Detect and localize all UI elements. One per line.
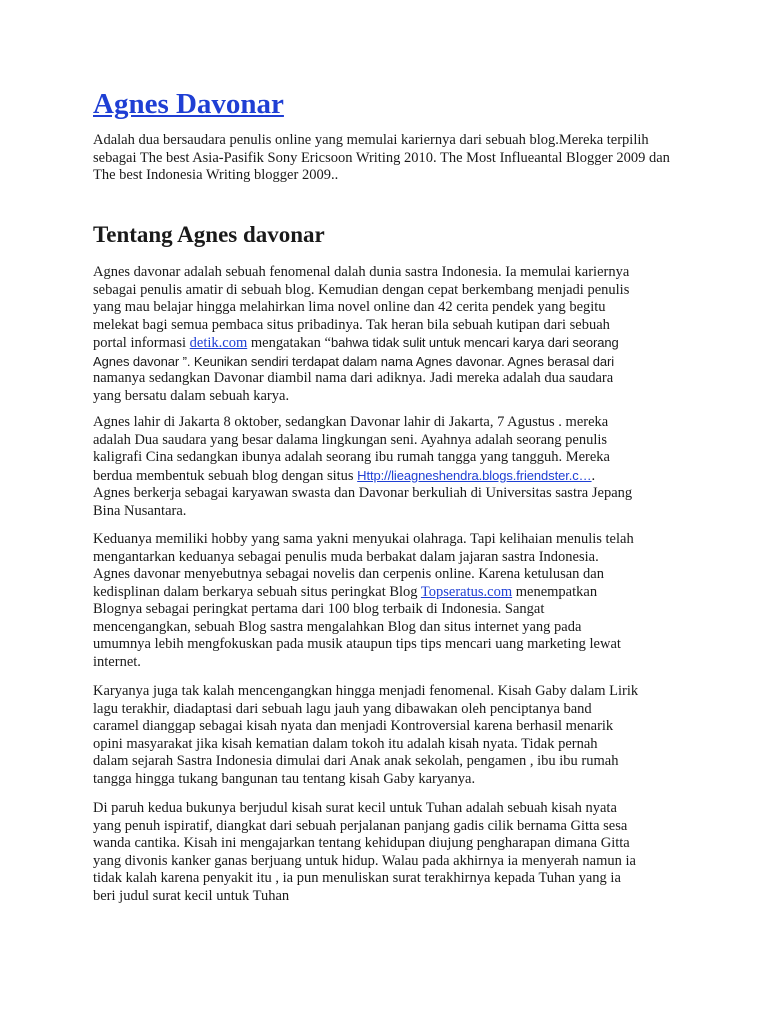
paragraph-line: umumnya lebih mengfokuskan pada musik ataupun tips tips mencari uang marketing lewat — [93, 636, 621, 652]
section-heading: Tentang Agnes davonar — [93, 222, 325, 247]
paragraph-line: internet. — [93, 653, 141, 670]
paragraph-line: Agnes davonar adalah sebuah fenomenal dalah dunia sastra Indonesia. Ia memulai kariernya — [93, 264, 630, 280]
paragraph-line: dalam sejarah Sastra Indonesia dimulai dari Anak anak sekolah, pengamen , ibu ibu rumah — [93, 753, 619, 769]
paragraph-line: caramel dianggap sebagai kisah nyata dan menjadi Kontroversial karena berhasil menarik — [93, 718, 614, 734]
text-segment: berdua membentuk sebuah blog dengan situs — [93, 467, 358, 484]
paragraph-line: opini masyarakat jika kisah kematian dalam tokoh itu adalah kisah nyata. Tidak pernah — [93, 735, 598, 752]
paragraph-line: melekat bagi semua pembaca situs pribadinya. Tak heran bila sebuah kutipan dari sebuah — [93, 316, 610, 333]
text-segment: mengatakan “ — [247, 335, 331, 351]
paragraph-5 — [93, 800, 693, 905]
paragraph-line: Agnes davonar menyebutnya sebagai novelis dan cerpenis online. Karena ketulusan dan — [93, 566, 604, 582]
paragraph-line: Agnes lahir di Jakarta 8 oktober, sedangkan Davonar lahir di Jakarta, 7 Agustus . mereka — [93, 414, 609, 430]
paragraph-line: mencengangkan, sebuah Blog sastra mengalahkan Blog dan situs internet yang pada — [93, 618, 582, 635]
paragraph-line: Bina Nusantara. — [93, 502, 187, 519]
paragraph-line: Di paruh kedua bukunya berjudul kisah surat kecil untuk Tuhan adalah sebuah kisah nyata — [93, 800, 617, 816]
intro-paragraph: Adalah dua bersaudara penulis online yang memulai kariernya dari sebuah blog.Mereka terpilih sebagai The best Asia-Pasifik Sony Ericsoon Writing 2010. The Most Influeantal Blogger 2009 dan The best Indonesia Writing blogger 2009.. — [93, 132, 670, 183]
title-link[interactable]: Agnes Davonar — [93, 88, 284, 120]
blog-link[interactable]: Http://lieagneshendra.blogs.friendster.c… — [357, 467, 592, 483]
paragraph-4 — [93, 683, 693, 788]
paragraph-line: Agnes berkerja sebagai karyawan swasta dan Davonar berkuliah di Universitas sastra Jepang — [93, 485, 633, 501]
paragraph-line: kaligrafi Cina sedangkan ibunya adalah seorang ibu rumah tangga yang tangguh. Mereka — [93, 449, 610, 465]
paragraph-line: Karyanya juga tak kalah mencengangkan hingga menjadi fenomenal. Kisah Gaby dalam Lirik — [93, 683, 639, 699]
paragraph-line — [93, 467, 693, 486]
paragraph-line: mengantarkan keduanya sebagai penulis muda berbakat dalam jajaran sastra Indonesia. — [93, 548, 599, 565]
text-segment: menempatkan — [512, 583, 598, 600]
paragraph-line: wanda cantika. Kisah ini mengajarkan tentang kehidupan diujung pengharapan dimana Gitta — [93, 835, 630, 851]
paragraph-line: yang divonis kanker ganas berjuang untuk hidup. Walau pada akhirnya ia menyerah namun ia — [93, 852, 636, 869]
paragraph-line — [93, 334, 693, 353]
text-segment: . — [591, 467, 596, 484]
page-title — [93, 86, 284, 122]
paragraph-line: yang penuh ispiratif, diangkat dari sebuah perjalanan panjang gadis cilik bernama Gitta sesa — [93, 817, 628, 834]
topseratus-link[interactable]: Topseratus.com — [420, 583, 513, 600]
paragraph-line: Keduanya memiliki hobby yang sama yakni menyukai olahraga. Tapi kelihaian menulis telah — [93, 531, 634, 547]
paragraph-line: yang bersatu dalam sebuah karya. — [93, 387, 290, 404]
paragraph-1 — [93, 264, 693, 405]
paragraph-line: adalah Dua saudara yang besar dalama lingkungan seni. Ayahnya adalah seorang penulis — [93, 431, 608, 448]
paragraph-line: namanya sedangkan Davonar diambil nama dari adiknya. Jadi mereka adalah dua saudara — [93, 370, 614, 386]
paragraph-line — [93, 584, 693, 602]
quote-segment: bahwa tidak sulit untuk mencari karya dari seorang — [331, 335, 619, 350]
paragraph-2 — [93, 414, 693, 520]
paragraph-line: beri judul surat kecil untuk Tuhan — [93, 887, 290, 904]
quote-line: Agnes davonar ”. Keunikan sendiri terdapat dalam nama Agnes davonar. Agnes berasal dari — [93, 353, 615, 369]
paragraph-line: yang mau belajar hingga melahirkan lima novel online dan 42 cerita pendek yang begitu — [93, 299, 606, 315]
detik-link[interactable]: detik.com — [189, 335, 248, 351]
text-segment: portal informasi — [93, 335, 190, 351]
paragraph-line: tidak kalah karena penyakit itu , ia pun menuliskan surat terakhirnya kepada Tuhan yang ia — [93, 870, 621, 886]
text-segment: kedisplinan dalam berkarya sebuah situs peringkat Blog — [93, 583, 421, 600]
paragraph-line: Blognya sebagai peringkat pertama dari 100 blog terbaik di Indonesia. Sangat — [93, 601, 545, 617]
paragraph-3 — [93, 531, 693, 671]
paragraph-line: sebagai penulis amatir di sebuah blog. Kemudian dengan cepat berkembang menjadi penulis — [93, 281, 630, 298]
paragraph-line: tangga hingga tukang bangunan tau tentang kisah Gaby karyanya. — [93, 770, 476, 787]
paragraph-line: lagu terakhir, diadaptasi dari sebuah lagu jauh yang dibawakan oleh penciptanya band — [93, 700, 592, 717]
